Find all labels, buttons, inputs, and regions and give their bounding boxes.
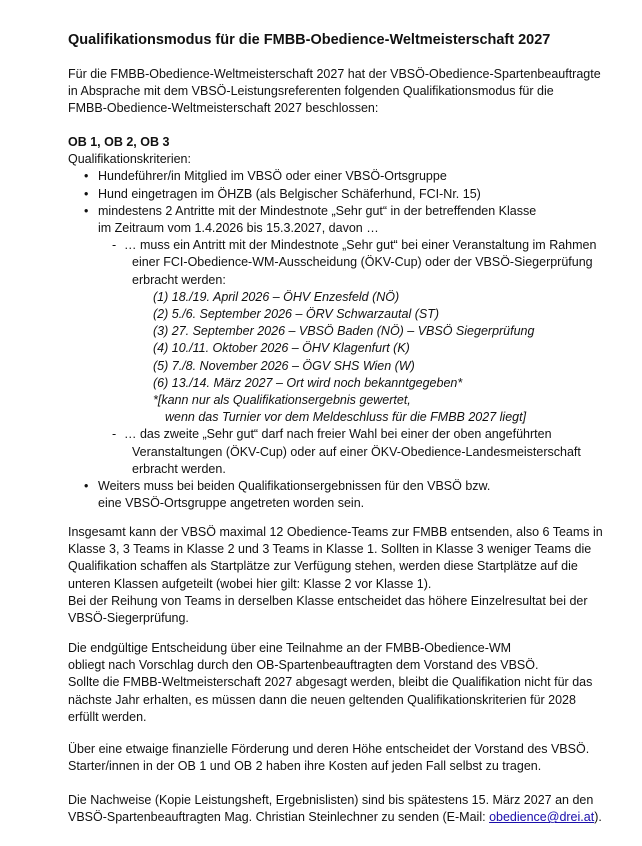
event-list <box>68 289 628 427</box>
event-note: *[kann nur als Qualifikationsergebnis gewertet, <box>153 393 411 408</box>
event-note: wenn das Turnier vor dem Meldeschluss für die FMBB 2027 liegt] <box>165 410 527 425</box>
criteria-item: • Weiters muss bei beiden Qualifikationsergebnissen für den VBSÖ bzw. eine VBSÖ-Ortsgruppe angetreten worden sein. <box>68 478 628 512</box>
criteria-text: • mindestens 2 Antritte mit der Mindestnote „Sehr gut“ in der betreffenden Klasse <box>98 203 537 218</box>
criteria-text: im Zeitraum vom 1.4.2026 bis 15.3.2027, davon … <box>98 221 379 236</box>
sub-criterion-second-result: - … das zweite „Sehr gut“ darf nach freier Wahl bei einer der oben angeführten Veranstaltungen (ÖKV-Cup) oder auf einer ÖKV-Obedience-Landesmeisterschaft erbracht werden. <box>112 427 581 476</box>
intro-line: FMBB-Obedience-Weltmeisterschaft 2027 beschlossen: <box>68 101 379 116</box>
criteria-list <box>68 168 628 237</box>
event-item: (1) 18./19. April 2026 – ÖHV Enzesfeld (NÖ) <box>153 289 400 304</box>
decision-paragraph: Die endgültige Entscheidung über eine Teilnahme an der FMBB-Obedience-WM obliegt nach Vorschlag durch den OB-Spartenbeauftragten dem Vorstand des VBSÖ. Sollte die FMBB-Weltmeisterschaft 2027 abgesagt werden, bleibt die Qualifikation nicht für das nächste Jahr erhalten, es müssen dann die neuen geltenden Qualifikationskriterien für 2028 erfüllt werden. <box>68 641 593 724</box>
proof-line: VBSÖ-Spartenbeauftragten Mag. Christian Steinlechner zu senden (E-Mail: obedience@drei.at). <box>68 810 602 825</box>
criteria-list-continued <box>68 478 628 512</box>
event-item: (2) 5./6. September 2026 – ÖRV Schwarzautal (ST) <box>153 307 440 322</box>
criteria-item: • Hundeführer/in Mitglied im VBSÖ oder einer VBSÖ-Ortsgruppe <box>68 168 628 185</box>
sub-criterion-first-result: - … muss ein Antritt mit der Mindestnote „Sehr gut“ bei einer Veranstaltung im Rahmen einer FCI-Obedience-WM-Ausscheidung (ÖKV-Cup) oder der VBSÖ-Siegerprüfung erbracht werden: <box>112 238 597 287</box>
teams-paragraph: Insgesamt kann der VBSÖ maximal 12 Obedience-Teams zur FMBB entsenden, also 6 Teams in Klasse 3, 3 Teams in Klasse 2 und 3 Teams in Klasse 1. Sollten in Klasse 3 weniger Teams die Qualifikation schaffen als Startplätze zur Verfügung stehen, werden diese Startplätze auf die unteren Klassen aufgeteilt (wobei hier gilt: Klasse 2 vor Klasse 1). Bei der Reihung von Teams in derselben Klasse entscheidet das höhere Einzelresultat bei der VBSÖ-Siegerprüfung. <box>68 525 603 626</box>
intro-paragraph <box>68 66 628 118</box>
criteria-section <box>68 134 628 512</box>
criteria-item <box>68 203 628 237</box>
criteria-item: • Hund eingetragen im ÖHZB (als Belgischer Schäferhund, FCI-Nr. 15) <box>68 186 628 203</box>
funding-paragraph: Über eine etwaige finanzielle Förderung und deren Höhe entscheidet der Vorstand des VBSÖ. Starter/innen in der OB 1 und OB 2 haben ihre Kosten auf jeden Fall selbst zu tragen. <box>68 742 590 774</box>
email-link[interactable]: obedience@drei.at <box>489 810 595 825</box>
document-title: Qualifikationsmodus für die FMBB-Obedience-Weltmeisterschaft 2027 <box>68 32 551 48</box>
event-item: (4) 10./11. Oktober 2026 – ÖHV Klagenfurt (K) <box>153 341 410 356</box>
intro-line: Für die FMBB-Obedience-Weltmeisterschaft 2027 hat der VBSÖ-Obedience-Spartenbeauftragte <box>68 67 601 81</box>
criteria-label: Qualifikationskriterien: <box>68 152 191 167</box>
event-item: (3) 27. September 2026 – VBSÖ Baden (NÖ) – VBSÖ Siegerprüfung <box>153 324 535 339</box>
dash-marker: - <box>112 238 117 253</box>
dash-marker: - <box>112 427 117 442</box>
intro-line: in Absprache mit dem VBSÖ-Leistungsreferenten folgenden Qualifikationsmodus für die <box>68 84 554 99</box>
event-item: (5) 7./8. November 2026 – ÖGV SHS Wien (W) <box>153 358 415 373</box>
proof-paragraph: Die Nachweise (Kopie Leistungsheft, Ergebnislisten) sind bis spätestens 15. März 2027 an den VBSÖ-Spartenbeauftragten Mag. Christian Steinlechner zu senden (E-Mail: obedience@drei.at). <box>68 792 628 826</box>
event-item: (6) 13./14. März 2027 – Ort wird noch bekanntgegeben* <box>153 375 463 390</box>
classes-heading: OB 1, OB 2, OB 3 <box>68 135 170 149</box>
